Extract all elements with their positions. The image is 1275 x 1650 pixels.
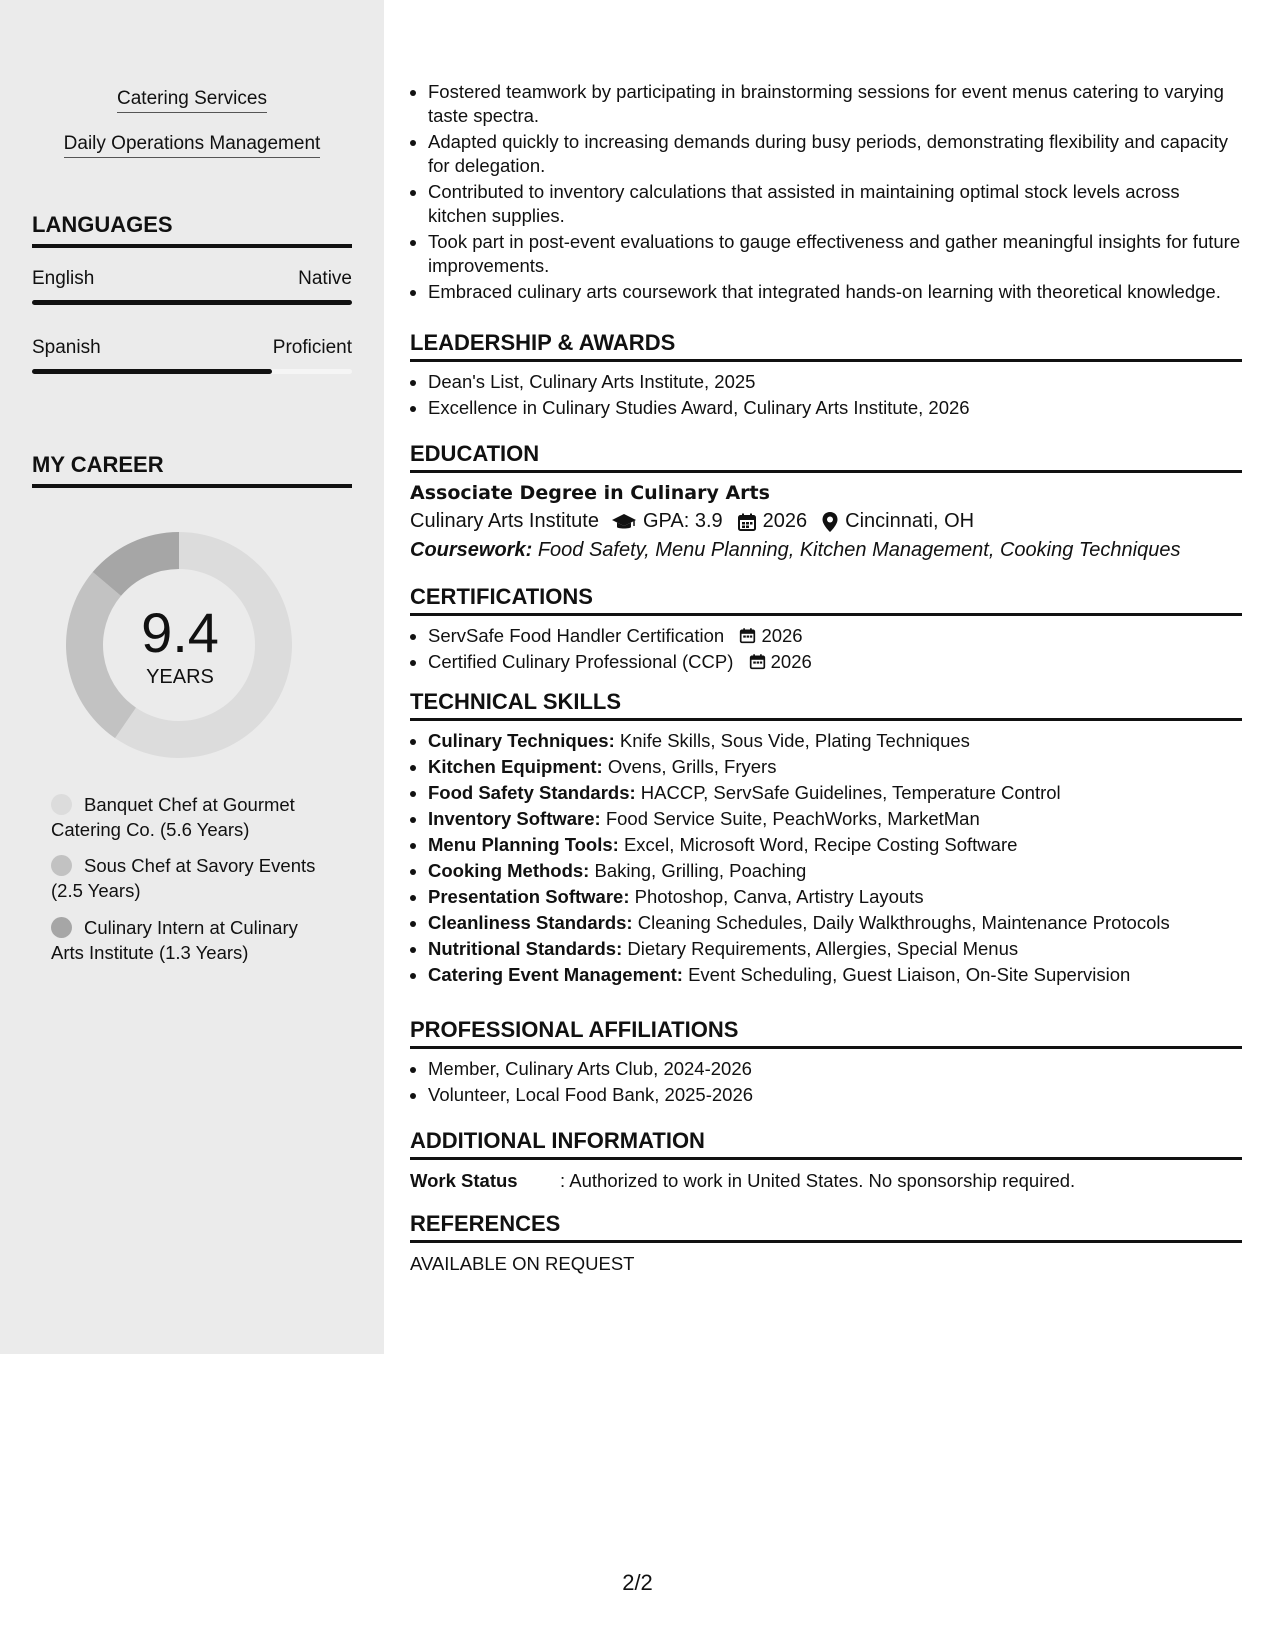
skill-item (0, 88, 384, 113)
graduation-cap-icon (611, 512, 637, 532)
list-item (428, 963, 1242, 987)
certifications-list (410, 624, 1242, 674)
skill-values: Knife Skills, Sous Vide, Plating Techniques (619, 730, 970, 751)
skill-values: Dietary Requirements, Allergies, Special Menus (627, 938, 1019, 959)
skill-category: Menu Planning Tools: (428, 834, 619, 855)
list-item: • Embraced culinary arts coursework that integrated hands-on learning with theoretical knowledge. (428, 280, 1242, 304)
education-section (410, 482, 1242, 562)
degree-title: Associate Degree in Culinary Arts (410, 482, 770, 504)
list-item: • Took part in post-event evaluations to gauge effectiveness and gather meaningful insights for future improvements. (428, 230, 1242, 278)
skill-category: Cleanliness Standards: (428, 912, 633, 933)
language-name: Spanish (32, 337, 101, 358)
skill-category: Food Safety Standards: (428, 782, 636, 803)
legend-dot (51, 917, 72, 938)
language-row (32, 337, 352, 359)
list-item (428, 781, 1242, 805)
certifications-section (410, 624, 1242, 676)
language-proficiency-bar (32, 300, 352, 305)
certification-name: ServSafe Food Handler Certification (428, 625, 725, 646)
legend-dot (51, 794, 72, 815)
calendar-icon (737, 512, 757, 532)
coursework (410, 539, 1242, 562)
education-meta (410, 510, 1242, 533)
skill-values: Event Scheduling, Guest Liaison, On-Site Supervision (688, 964, 1131, 985)
list-item (428, 807, 1242, 831)
career-heading: MY CAREER (32, 452, 352, 488)
page-number: 2/2 (622, 1570, 653, 1595)
technical-skills-heading: TECHNICAL SKILLS (410, 689, 1242, 721)
map-pin-icon (821, 511, 839, 533)
language-proficiency-fill (32, 300, 352, 305)
certifications-heading: CERTIFICATIONS (410, 584, 1242, 616)
education-location: Cincinnati, OH (845, 510, 975, 532)
language-row (32, 268, 352, 290)
list-item (428, 650, 1242, 674)
leadership-list (410, 370, 1242, 420)
sidebar (0, 0, 384, 1354)
work-status-row (410, 1170, 1242, 1192)
career-legend-item (51, 915, 331, 965)
language-level: Proficient (272, 337, 352, 358)
list-item (428, 624, 1242, 648)
list-item (428, 859, 1242, 883)
skill-category: Cooking Methods: (428, 860, 590, 881)
coursework-list: Food Safety, Menu Planning, Kitchen Management, Cooking Techniques (537, 539, 1181, 561)
leadership-heading: LEADERSHIP & AWARDS (410, 330, 1242, 362)
career-legend-label: Culinary Intern at Culinary Arts Institute (1.3 Years) (51, 917, 298, 963)
list-item (428, 911, 1242, 935)
list-item: • Dean's List, Culinary Arts Institute, 2025 (428, 370, 1242, 394)
career-total-value: 9.4 (141, 601, 219, 664)
career-legend-item (51, 853, 331, 903)
list-item (428, 833, 1242, 857)
references-text: AVAILABLE ON REQUEST (410, 1253, 635, 1274)
list-item (428, 729, 1242, 753)
list-item (428, 937, 1242, 961)
list-item: • Volunteer, Local Food Bank, 2025-2026 (428, 1083, 1242, 1107)
list-item: • Excellence in Culinary Studies Award, Culinary Arts Institute, 2026 (428, 396, 1242, 420)
list-item: • Adapted quickly to increasing demands during busy periods, demonstrating flexibility and capacity for delegation. (428, 130, 1242, 178)
school-name: Culinary Arts Institute (410, 510, 599, 532)
work-status-label: Work Status (410, 1170, 518, 1191)
technical-skills-list (410, 729, 1242, 987)
certification-year: 2026 (761, 625, 803, 646)
legend-dot (51, 855, 72, 876)
career-legend-item (51, 792, 331, 842)
education-heading: EDUCATION (410, 441, 1242, 473)
skill-category: Nutritional Standards: (428, 938, 623, 959)
list-item: • Fostered teamwork by participating in brainstorming sessions for event menus catering to varying taste spectra. (428, 80, 1242, 128)
skill-label: Catering Services (117, 88, 267, 113)
certification-year: 2026 (770, 651, 812, 672)
affiliations-heading: PROFESSIONAL AFFILIATIONS (410, 1017, 1242, 1049)
career-total-unit: YEARS (146, 666, 214, 688)
skill-values: Food Service Suite, PeachWorks, MarketMan (605, 808, 980, 829)
skill-values: Photoshop, Canva, Artistry Layouts (634, 886, 924, 907)
language-level: Native (298, 268, 352, 289)
skill-values: Excel, Microsoft Word, Recipe Costing Software (623, 834, 1018, 855)
skill-category: Inventory Software: (428, 808, 601, 829)
skill-category: Presentation Software: (428, 886, 630, 907)
skill-values: Cleaning Schedules, Daily Walkthroughs, Maintenance Protocols (637, 912, 1170, 933)
skill-label: Daily Operations Management (64, 133, 321, 158)
languages-heading: LANGUAGES (32, 212, 352, 248)
work-status-value: : Authorized to work in United States. No sponsorship required. (560, 1170, 1076, 1191)
skill-category: Culinary Techniques: (428, 730, 615, 751)
affiliations-list (410, 1057, 1242, 1107)
list-item: • Member, Culinary Arts Club, 2024-2026 (428, 1057, 1242, 1081)
list-item: • Contributed to inventory calculations that assisted in maintaining optimal stock levels across kitchen supplies. (428, 180, 1242, 228)
skill-values: Ovens, Grills, Fryers (607, 756, 777, 777)
career-legend-label: Banquet Chef at Gourmet Catering Co. (5.6 Years) (51, 794, 295, 840)
calendar-icon (749, 653, 766, 670)
affiliations-section (410, 1057, 1242, 1109)
gpa: GPA: 3.9 (642, 510, 723, 532)
skill-values: HACCP, ServSafe Guidelines, Temperature Control (640, 782, 1061, 803)
additional-info-section (410, 1170, 1242, 1192)
list-item (428, 885, 1242, 909)
language-proficiency-bar (32, 369, 352, 374)
skill-category: Catering Event Management: (428, 964, 683, 985)
graduation-year: 2026 (762, 510, 808, 532)
skill-category: Kitchen Equipment: (428, 756, 603, 777)
list-item (428, 755, 1242, 779)
career-legend-label: Sous Chef at Savory Events (2.5 Years) (51, 855, 316, 901)
experience-bullets (410, 80, 1242, 306)
calendar-icon (739, 627, 756, 644)
language-proficiency-fill (32, 369, 272, 374)
skill-item (0, 133, 384, 158)
additional-info-heading: ADDITIONAL INFORMATION (410, 1128, 1242, 1160)
coursework-label: Coursework: (410, 539, 533, 561)
leadership-section (410, 370, 1242, 422)
skill-values: Baking, Grilling, Poaching (594, 860, 807, 881)
technical-skills-section (410, 729, 1242, 989)
language-name: English (32, 268, 95, 289)
references-heading: REFERENCES (410, 1211, 1242, 1243)
experience-list (410, 80, 1242, 304)
certification-name: Certified Culinary Professional (CCP) (428, 651, 734, 672)
